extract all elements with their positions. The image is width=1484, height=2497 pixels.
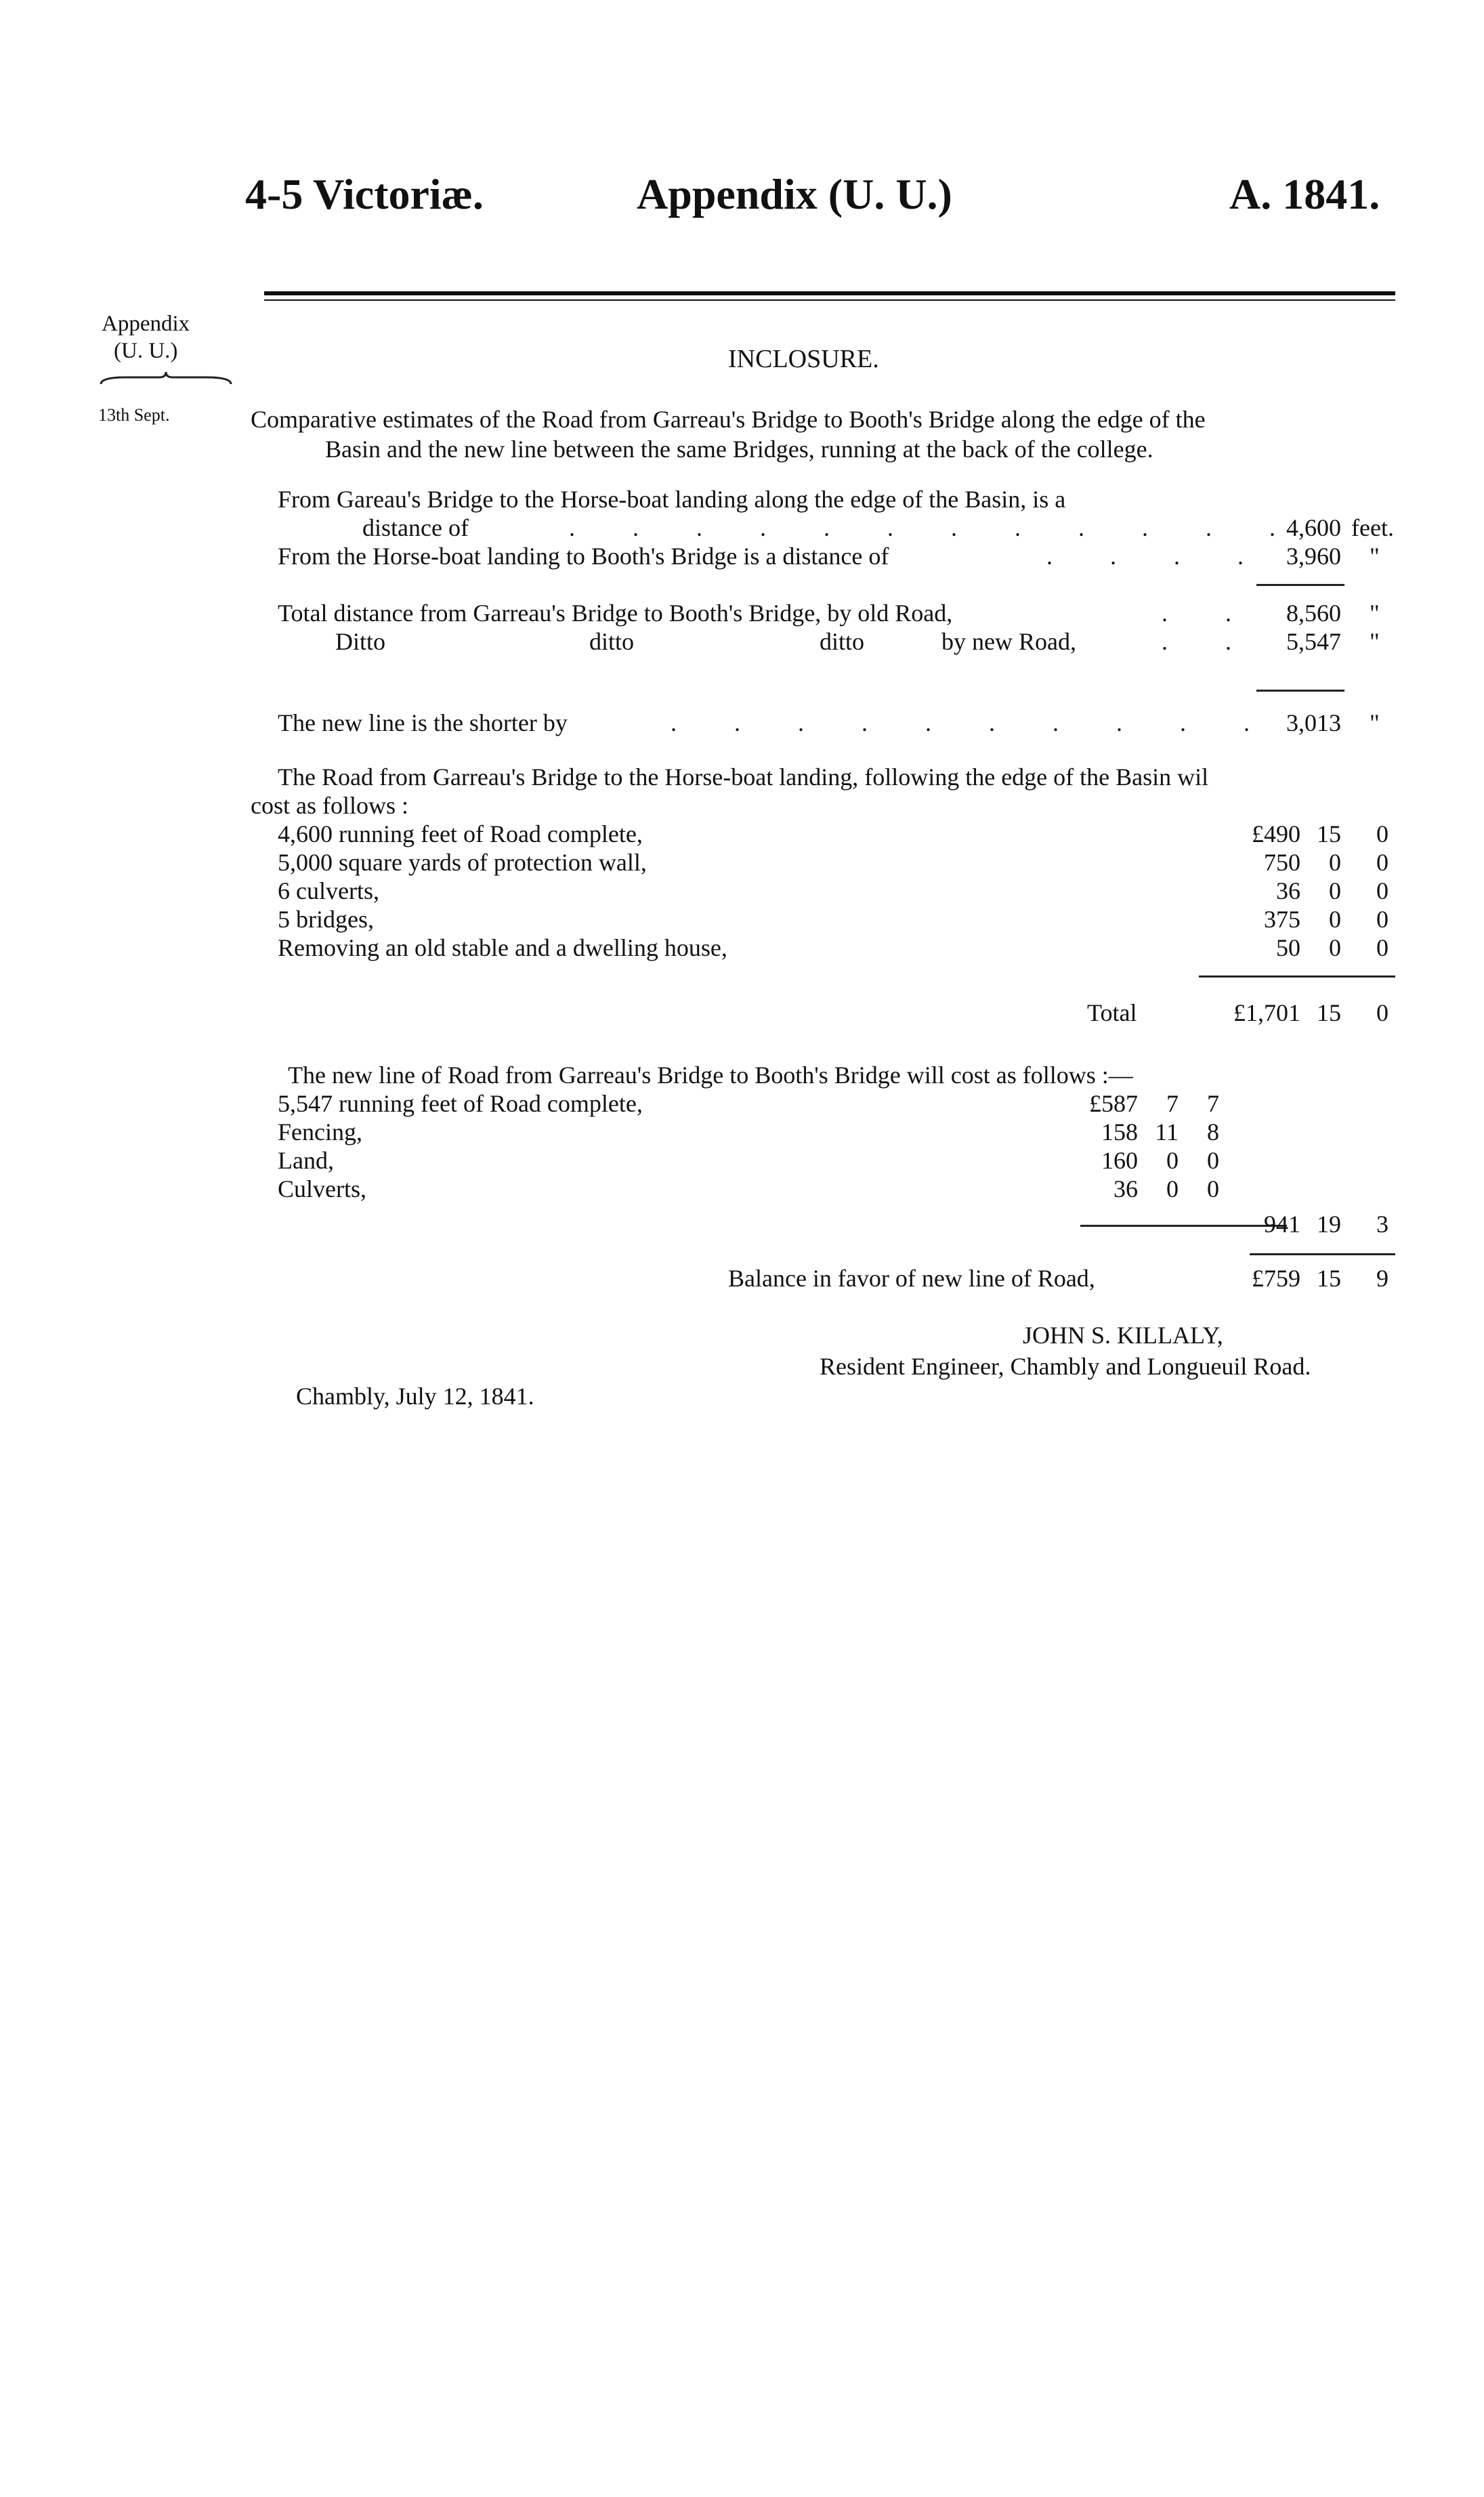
old-road-item-shillings: 0 <box>1329 906 1341 933</box>
distance-row4-ditto3: ditto <box>820 628 865 655</box>
balance-label: Balance in favor of new line of Road, <box>728 1265 1095 1292</box>
new-road-item-label: 5,547 running feet of Road complete, <box>278 1090 643 1117</box>
old-road-intro-line2: cost as follows : <box>251 792 408 819</box>
old-road-item-label: 5 bridges, <box>278 906 374 933</box>
old-road-item-pounds: £490 <box>1252 820 1300 847</box>
balance-pence: 9 <box>1376 1265 1388 1292</box>
new-road-item-pounds: £587 <box>1089 1090 1138 1117</box>
distance-row3-dots: . . <box>1162 600 1257 627</box>
old-road-item-label: Removing an old stable and a dwelling house, <box>278 934 727 961</box>
new-road-item-shillings: 0 <box>1166 1147 1179 1174</box>
distance-row5-unit: " <box>1370 709 1380 736</box>
new-road-item-shillings: 7 <box>1166 1090 1179 1117</box>
distance-row1-value: 4,600 <box>1286 514 1341 541</box>
balance-shillings: 15 <box>1317 1265 1341 1292</box>
distance-row5-label: The new line is the shorter by <box>278 709 568 736</box>
distance-row5-value: 3,013 <box>1286 709 1341 736</box>
new-road-subtotal-pounds: 941 <box>1264 1211 1300 1238</box>
old-road-item-pence: 0 <box>1376 906 1388 933</box>
old-road-total-label: Total <box>1087 999 1137 1026</box>
distance-row4-dots: . . <box>1162 628 1257 655</box>
old-road-item-shillings: 0 <box>1329 877 1341 904</box>
header-right: A. 1841. <box>1229 170 1380 218</box>
old-road-item-pence: 0 <box>1376 877 1388 904</box>
distance-row5-dots: . . . . . . . . . . <box>671 709 1275 736</box>
old-road-total-pounds: £1,701 <box>1233 999 1300 1026</box>
header-rule-thick <box>264 291 1395 295</box>
distance-row3-value: 8,560 <box>1286 600 1341 627</box>
distance-row1-line1: From Gareau's Bridge to the Horse-boat landing along the edge of the Basin, is a <box>278 486 1066 513</box>
distance-row4-value: 5,547 <box>1286 628 1341 655</box>
distance-row4-unit: " <box>1370 628 1380 655</box>
old-road-item-shillings: 0 <box>1329 934 1341 961</box>
old-road-item-shillings: 0 <box>1329 849 1341 876</box>
new-road-item-pounds: 160 <box>1101 1147 1138 1174</box>
new-road-item-pence: 0 <box>1207 1147 1219 1174</box>
margin-date: 13th Sept. <box>98 405 170 425</box>
distance-row2-value: 3,960 <box>1286 543 1341 570</box>
old-road-item-pence: 0 <box>1376 934 1388 961</box>
distance-row4-ditto2: ditto <box>589 628 635 655</box>
margin-label-line1: Appendix <box>102 312 190 336</box>
old-road-item-pounds: 36 <box>1276 877 1300 904</box>
new-road-item-shillings: 0 <box>1166 1175 1179 1202</box>
distance-row1-unit: feet. <box>1351 514 1394 541</box>
distance-row2-dots: . . . . <box>1046 543 1269 570</box>
distance-row4-ditto1: Ditto <box>335 628 386 655</box>
old-road-item-shillings: 15 <box>1317 820 1341 847</box>
distance-row4-label: by new Road, <box>941 628 1076 655</box>
margin-label-line2: (U. U.) <box>114 339 178 363</box>
old-road-item-pounds: 375 <box>1264 906 1300 933</box>
signature-title: Resident Engineer, Chambly and Longueuil Road. <box>820 1353 1311 1380</box>
header-left: 4-5 Victoriæ. <box>245 170 484 218</box>
new-road-subtotal-shillings: 19 <box>1317 1211 1341 1238</box>
signature-name: JOHN S. KILLALY, <box>1023 1322 1223 1349</box>
inclosure-title: INCLOSURE. <box>728 345 879 373</box>
new-road-item-label: Fencing, <box>278 1118 362 1146</box>
new-road-item-pounds: 36 <box>1114 1175 1138 1202</box>
place-date: Chambly, July 12, 1841. <box>296 1383 534 1410</box>
old-road-total-pence: 0 <box>1376 999 1388 1026</box>
new-road-item-pence: 8 <box>1207 1118 1219 1146</box>
distance-row2-label: From the Horse-boat landing to Booth's Bridge is a distance of <box>278 543 889 570</box>
intro-line1: Comparative estimates of the Road from Garreau's Bridge to Booth's Bridge along the edge of the <box>251 406 1206 433</box>
header-center: Appendix (U. U.) <box>637 170 952 218</box>
old-road-item-pounds: 50 <box>1276 934 1300 961</box>
distance-row3-unit: " <box>1370 600 1380 627</box>
new-road-item-shillings: 11 <box>1155 1118 1179 1146</box>
new-road-item-pence: 0 <box>1207 1175 1219 1202</box>
distance-row1-line2: distance of <box>362 514 469 541</box>
distance-row3-label: Total distance from Garreau's Bridge to Booth's Bridge, by old Road, <box>278 600 953 627</box>
distance-difference-rule <box>1256 690 1344 692</box>
balance-pounds: £759 <box>1252 1265 1300 1292</box>
old-road-total-rule <box>1199 975 1395 978</box>
old-road-item-label: 6 culverts, <box>278 877 379 904</box>
old-road-total-shillings: 15 <box>1317 999 1341 1026</box>
old-road-item-pounds: 750 <box>1264 849 1300 876</box>
old-road-item-pence: 0 <box>1376 820 1388 847</box>
balance-rule <box>1250 1253 1395 1255</box>
margin-brace-icon <box>98 369 234 388</box>
new-road-subtotal-pence: 3 <box>1376 1211 1388 1238</box>
intro-line2: Basin and the new line between the same Bridges, running at the back of the college. <box>325 436 1153 463</box>
new-road-intro: The new line of Road from Garreau's Bridge to Booth's Bridge will cost as follows :— <box>288 1062 1133 1089</box>
new-road-item-pence: 7 <box>1207 1090 1219 1117</box>
distance-subtotal-rule <box>1256 584 1344 586</box>
distance-row1-dots: . . . . . . . . . . . . <box>569 514 1301 541</box>
old-road-item-pence: 0 <box>1376 849 1388 876</box>
distance-row2-unit: " <box>1370 543 1380 570</box>
new-road-item-label: Land, <box>278 1147 334 1174</box>
old-road-intro-line1: The Road from Garreau's Bridge to the Horse-boat landing, following the edge of the Basin wil <box>278 763 1209 791</box>
new-road-item-label: Culverts, <box>278 1175 366 1202</box>
old-road-item-label: 4,600 running feet of Road complete, <box>278 820 643 847</box>
new-road-item-pounds: 158 <box>1101 1118 1138 1146</box>
old-road-item-label: 5,000 square yards of protection wall, <box>278 849 647 876</box>
header-rule-thin <box>264 299 1395 301</box>
